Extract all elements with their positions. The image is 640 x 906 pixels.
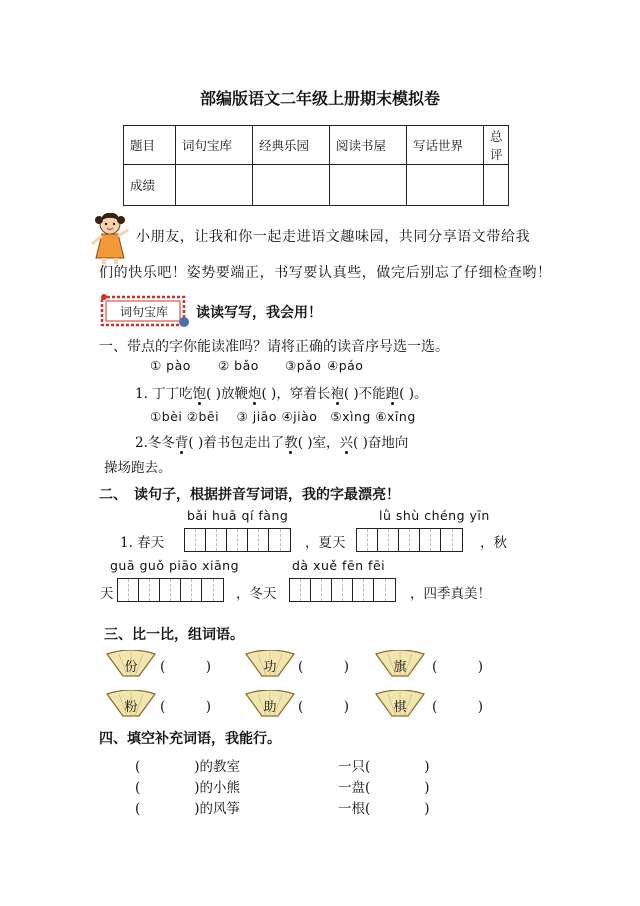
q4-right-item[interactable]: 一根( )	[338, 801, 430, 817]
text[interactable]: ( )。	[399, 386, 428, 402]
q4-left-item[interactable]: ( )的风筝	[135, 801, 241, 817]
q3-heading: 三、比一比，组词语。	[104, 627, 244, 643]
section-badge-label: 词句宝库	[119, 305, 168, 319]
answer-blank[interactable]: ( )	[298, 659, 350, 675]
table-row-label: 成绩	[124, 165, 176, 206]
answer-blank[interactable]: ( )	[160, 699, 212, 715]
pinyin-3: guā guǒ piāo xiāng	[110, 558, 240, 573]
q2-line2-b: ，冬天	[236, 586, 277, 602]
text[interactable]: ( )不能	[343, 386, 386, 402]
q1-sentence-2-cont: 操场跑去。	[104, 460, 172, 476]
answer-blank[interactable]: ( )	[432, 699, 484, 715]
q2-heading: 二、 读句子，根据拼音写词语，我的字最漂亮！	[99, 487, 400, 503]
score-cell[interactable]	[330, 165, 407, 206]
intro-line-2: 们的快乐吧！姿势要端正，书写要认真些，做完后别忘了仔细检查哟！	[99, 265, 552, 281]
q2-line1-b: ，夏天	[305, 535, 346, 551]
score-cell[interactable]	[176, 165, 253, 206]
score-cell[interactable]	[484, 165, 509, 206]
table-header: 经典乐园	[253, 126, 330, 165]
fan-card	[105, 690, 157, 718]
table-header: 总 评	[484, 126, 509, 165]
fan-char: 功	[263, 660, 277, 675]
text[interactable]: ( )着书包走出了	[188, 435, 285, 451]
q2-line2-a: 天	[100, 586, 114, 602]
cartoon-girl-icon	[88, 210, 132, 266]
answer-blank[interactable]: ( )	[160, 659, 212, 675]
fan-char: 份	[124, 660, 138, 675]
table-header: 写话世界	[407, 126, 484, 165]
text[interactable]: ( )奋地向	[353, 435, 409, 451]
intro-line-1: 小朋友，让我和你一起走进语文趣味园，共同分享语文带给我	[136, 229, 531, 245]
q1-option: ① pào	[150, 358, 191, 373]
fan-card	[374, 650, 426, 678]
dotted-char: 跑	[385, 386, 400, 402]
score-table	[123, 125, 509, 206]
text[interactable]: ( )室，	[297, 435, 340, 451]
q4-heading: 四、填空补充词语，我能行。	[99, 731, 281, 747]
dotted-char: 背	[174, 435, 189, 451]
q4-left-item[interactable]: ( )的教室	[135, 759, 241, 775]
section-badge	[98, 292, 192, 330]
answer-blank[interactable]: ( )	[298, 699, 350, 715]
q1-heading: 一、带点的字你能读准吗？请将正确的读音序号选一选。	[99, 339, 449, 355]
dotted-char: 袍	[330, 386, 344, 402]
dotted-char: 兴	[339, 435, 354, 451]
q1-option: ④páo	[327, 358, 364, 373]
q1-option: ③pǎo	[285, 358, 322, 373]
score-cell[interactable]	[253, 165, 330, 206]
pinyin-2: lǜ shù chéng yīn	[379, 508, 490, 523]
section-subtitle: 读读写写，我会用！	[196, 305, 322, 321]
page-title: 部编版语文二年级上册期末模拟卷	[199, 89, 440, 108]
text: 2.冬冬	[135, 435, 175, 451]
text[interactable]: ( )放鞭	[206, 386, 248, 402]
pinyin-4: dà xuě fēn fēi	[292, 558, 386, 573]
q1-sentence-2	[135, 431, 408, 451]
q2-line2-c: ，四季真美！	[410, 586, 491, 602]
fan-card	[244, 650, 296, 678]
q1-option: ② bǎo	[218, 358, 259, 373]
q4-left-item[interactable]: ( )的小熊	[135, 780, 241, 796]
score-cell[interactable]	[407, 165, 484, 206]
dotted-char: 饱	[192, 386, 207, 402]
pinyin-1: bǎi huā qí fàng	[187, 508, 289, 523]
dotted-char: 炮	[248, 386, 262, 402]
fan-card	[374, 690, 426, 718]
fan-char: 棋	[393, 700, 407, 715]
writing-grid[interactable]	[356, 528, 463, 552]
fan-char: 助	[263, 700, 277, 715]
q2-line1-a: 1. 春天	[120, 535, 165, 551]
dotted-char: 教	[284, 435, 298, 451]
fan-card	[244, 690, 296, 718]
q2-line1-c: ，秋	[480, 535, 507, 551]
writing-grid[interactable]	[184, 528, 291, 552]
answer-blank[interactable]: ( )	[432, 659, 484, 675]
q1-options-2: ①bèi ②bēi ③ jiāo ④jiào ⑤xìng ⑥xīng	[150, 409, 416, 424]
writing-grid[interactable]	[117, 578, 224, 602]
q1-sentence-1	[135, 382, 427, 402]
table-header: 阅读书屋	[330, 126, 407, 165]
table-header: 题目	[124, 126, 176, 165]
fan-char: 粉	[124, 700, 138, 715]
text: 1. 丁丁吃	[135, 386, 193, 402]
table-header: 词句宝库	[176, 126, 253, 165]
q4-right-item[interactable]: 一盘( )	[338, 780, 430, 796]
text[interactable]: ( )，穿着长	[261, 386, 331, 402]
writing-grid[interactable]	[289, 578, 396, 602]
q4-right-item[interactable]: 一只( )	[338, 759, 430, 775]
fan-char: 旗	[393, 660, 407, 675]
fan-card	[105, 650, 157, 678]
